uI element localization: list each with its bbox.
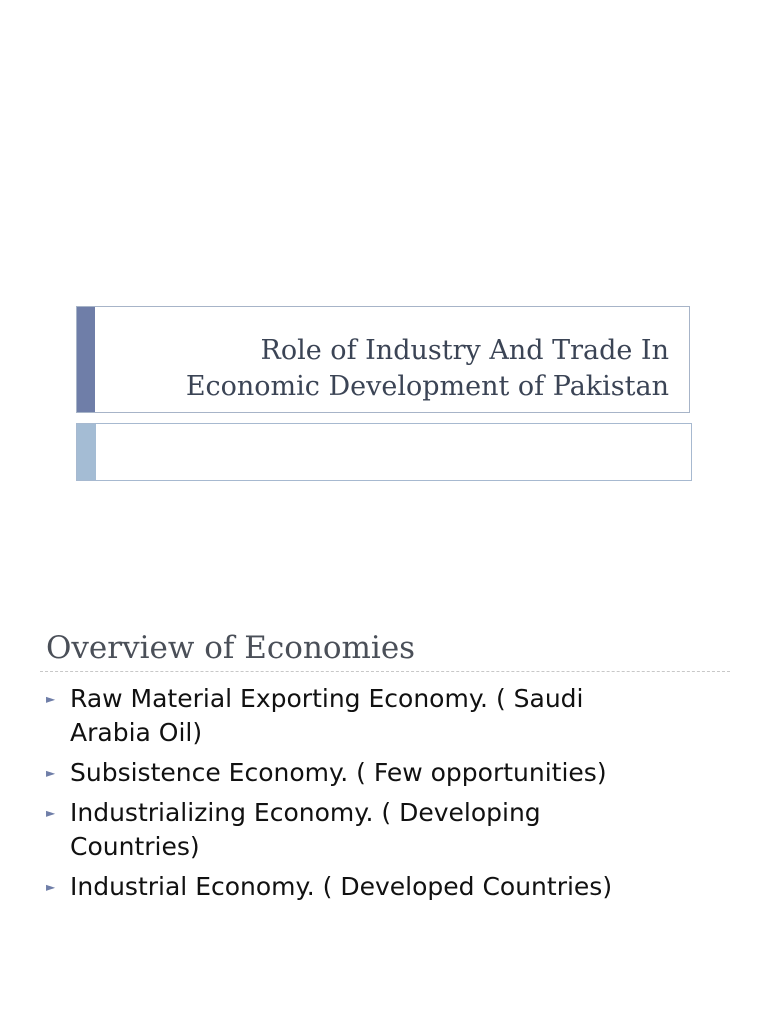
title-box [76, 306, 690, 413]
list-item [46, 756, 726, 790]
list-item [46, 870, 726, 904]
bullet-list [46, 682, 726, 910]
overview-title: Overview of Economies [46, 630, 416, 666]
bullet-text-line: Countries) [70, 832, 200, 861]
bullet-text-line: Arabia Oil) [70, 718, 203, 747]
title-divider [40, 671, 730, 672]
triangle-right-icon: ► [46, 692, 56, 706]
list-item [46, 796, 726, 864]
triangle-right-icon: ► [46, 806, 56, 820]
bullet-text-line: Subsistence Economy. ( Few opportunities) [70, 758, 607, 787]
title-accent-bar [77, 307, 95, 412]
triangle-right-icon: ► [46, 880, 56, 894]
subtitle-accent-bar [77, 424, 96, 480]
slide-title [186, 333, 669, 405]
bullet-text-line: Raw Material Exporting Economy. ( Saudi [70, 684, 584, 713]
list-item [46, 682, 726, 750]
slide-title-line-1: Role of Industry And Trade In [260, 335, 669, 366]
triangle-right-icon: ► [46, 766, 56, 780]
bullet-text-line: Industrializing Economy. ( Developing [70, 798, 541, 827]
subtitle-box [76, 423, 692, 481]
slide-title-line-2: Economic Development of Pakistan [185, 371, 669, 402]
bullet-text-line: Industrial Economy. ( Developed Countries) [70, 872, 613, 901]
